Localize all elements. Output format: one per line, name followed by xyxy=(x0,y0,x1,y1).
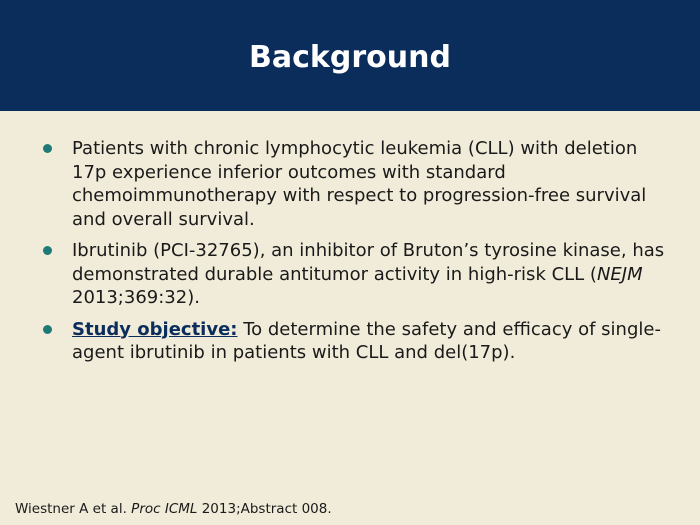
journal-name: NEJM xyxy=(596,263,643,285)
bullet-dot-icon xyxy=(43,246,52,255)
title-bar xyxy=(0,0,700,111)
citation-details: 2013;Abstract 008. xyxy=(197,501,332,517)
bullet-text: Patients with chronic lymphocytic leukemia (CLL) with deletion 17p experience inferior outcomes with standard chemoimmunotherapy with respect to progression-free survival and overall survival. xyxy=(72,138,647,230)
bullet-item xyxy=(0,239,700,310)
bullet-text-before: Ibrutinib (PCI-32765), an inhibitor of Bruton’s tyrosine kinase, has demonstrated durable antitumor activity in high-risk CLL ( xyxy=(72,240,665,285)
bullet-item xyxy=(0,318,700,365)
slide-title: Background xyxy=(249,40,451,75)
citation-journal: Proc ICML xyxy=(131,501,198,517)
bullet-text-after: 2013;369:32). xyxy=(72,287,200,308)
bullet-item xyxy=(0,137,700,231)
citation-authors: Wiestner A et al. xyxy=(15,501,132,517)
citation-footer xyxy=(15,500,332,518)
bullet-dot-icon xyxy=(43,325,52,334)
study-objective-label: Study objective: xyxy=(72,318,238,340)
bullet-list xyxy=(0,137,700,373)
bullet-text: To determine the safety and efficacy of single-agent ibrutinib in patients with CLL and del(17p). xyxy=(72,318,661,363)
bullet-dot-icon xyxy=(43,144,52,153)
